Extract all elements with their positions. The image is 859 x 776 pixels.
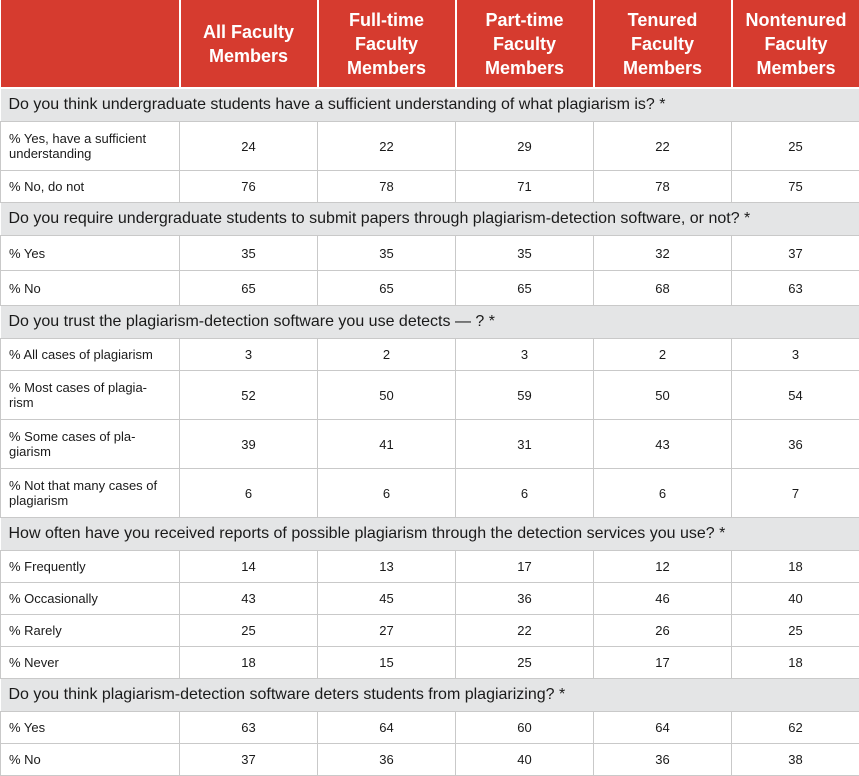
cell-value: 31 xyxy=(456,420,594,469)
cell-value: 78 xyxy=(318,171,456,203)
cell-value: 63 xyxy=(732,271,859,306)
cell-value: 6 xyxy=(180,469,318,518)
col-header-part-time: Part-time Faculty Members xyxy=(456,0,594,88)
question-row xyxy=(1,518,859,551)
cell-value: 25 xyxy=(456,647,594,679)
row-label: % No xyxy=(1,744,180,776)
cell-value: 64 xyxy=(594,712,732,744)
table-row xyxy=(1,371,859,420)
cell-value: 35 xyxy=(318,236,456,271)
cell-value: 45 xyxy=(318,583,456,615)
table-row xyxy=(1,271,859,306)
cell-value: 40 xyxy=(732,583,859,615)
cell-value: 50 xyxy=(318,371,456,420)
cell-value: 13 xyxy=(318,551,456,583)
question-row xyxy=(1,88,859,122)
cell-value: 35 xyxy=(456,236,594,271)
cell-value: 36 xyxy=(594,744,732,776)
cell-value: 26 xyxy=(594,615,732,647)
cell-value: 6 xyxy=(318,469,456,518)
cell-value: 52 xyxy=(180,371,318,420)
cell-value: 43 xyxy=(594,420,732,469)
cell-value: 15 xyxy=(318,647,456,679)
cell-value: 71 xyxy=(456,171,594,203)
table-row xyxy=(1,339,859,371)
table-row xyxy=(1,551,859,583)
cell-value: 3 xyxy=(456,339,594,371)
cell-value: 65 xyxy=(456,271,594,306)
cell-value: 35 xyxy=(180,236,318,271)
row-label: % Rarely xyxy=(1,615,180,647)
cell-value: 3 xyxy=(732,339,859,371)
cell-value: 54 xyxy=(732,371,859,420)
col-header-all-faculty: All Faculty Members xyxy=(180,0,318,88)
cell-value: 63 xyxy=(180,712,318,744)
question-text: Do you think undergraduate students have a sufficient understanding of what plagiarism is? * xyxy=(1,88,859,122)
cell-value: 59 xyxy=(456,371,594,420)
cell-value: 17 xyxy=(594,647,732,679)
cell-value: 18 xyxy=(732,551,859,583)
cell-value: 32 xyxy=(594,236,732,271)
col-header-full-time: Full-time Faculty Members xyxy=(318,0,456,88)
cell-value: 65 xyxy=(318,271,456,306)
table-row xyxy=(1,583,859,615)
cell-value: 7 xyxy=(732,469,859,518)
cell-value: 27 xyxy=(318,615,456,647)
row-label: % Yes xyxy=(1,712,180,744)
cell-value: 29 xyxy=(456,122,594,171)
row-label: % Yes, have a sufficient understanding xyxy=(1,122,180,171)
question-text: Do you think plagiarism-detection software deters students from plagiarizing? * xyxy=(1,679,859,712)
cell-value: 6 xyxy=(594,469,732,518)
cell-value: 78 xyxy=(594,171,732,203)
cell-value: 18 xyxy=(180,647,318,679)
table-row xyxy=(1,469,859,518)
cell-value: 22 xyxy=(594,122,732,171)
row-label: % Yes xyxy=(1,236,180,271)
cell-value: 76 xyxy=(180,171,318,203)
cell-value: 17 xyxy=(456,551,594,583)
row-label: % Occasionally xyxy=(1,583,180,615)
cell-value: 50 xyxy=(594,371,732,420)
cell-value: 22 xyxy=(318,122,456,171)
header-row xyxy=(1,0,859,88)
cell-value: 36 xyxy=(456,583,594,615)
row-label: % Never xyxy=(1,647,180,679)
cell-value: 37 xyxy=(180,744,318,776)
cell-value: 6 xyxy=(456,469,594,518)
col-header-nontenured: Nontenured Faculty Members xyxy=(732,0,859,88)
question-text: How often have you received reports of possible plagiarism through the detection services you use? * xyxy=(1,518,859,551)
table-row xyxy=(1,712,859,744)
cell-value: 24 xyxy=(180,122,318,171)
question-row xyxy=(1,679,859,712)
cell-value: 25 xyxy=(732,615,859,647)
cell-value: 64 xyxy=(318,712,456,744)
cell-value: 75 xyxy=(732,171,859,203)
table-row xyxy=(1,615,859,647)
table-row xyxy=(1,420,859,469)
cell-value: 39 xyxy=(180,420,318,469)
table-row xyxy=(1,744,859,776)
cell-value: 14 xyxy=(180,551,318,583)
cell-value: 25 xyxy=(180,615,318,647)
cell-value: 36 xyxy=(318,744,456,776)
cell-value: 46 xyxy=(594,583,732,615)
cell-value: 12 xyxy=(594,551,732,583)
row-label: % Some cases of pla- giarism xyxy=(1,420,180,469)
question-row xyxy=(1,203,859,236)
cell-value: 36 xyxy=(732,420,859,469)
cell-value: 18 xyxy=(732,647,859,679)
row-label: % Not that many cases of plagiarism xyxy=(1,469,180,518)
cell-value: 3 xyxy=(180,339,318,371)
col-header-tenured: Tenured Faculty Members xyxy=(594,0,732,88)
cell-value: 2 xyxy=(594,339,732,371)
table-row xyxy=(1,171,859,203)
row-label: % Frequently xyxy=(1,551,180,583)
cell-value: 25 xyxy=(732,122,859,171)
question-text: Do you require undergraduate students to submit papers through plagiarism-detection software, or not? * xyxy=(1,203,859,236)
cell-value: 2 xyxy=(318,339,456,371)
table-row xyxy=(1,122,859,171)
cell-value: 22 xyxy=(456,615,594,647)
row-label: % Most cases of plagia- rism xyxy=(1,371,180,420)
cell-value: 38 xyxy=(732,744,859,776)
cell-value: 37 xyxy=(732,236,859,271)
cell-value: 68 xyxy=(594,271,732,306)
cell-value: 65 xyxy=(180,271,318,306)
cell-value: 62 xyxy=(732,712,859,744)
cell-value: 40 xyxy=(456,744,594,776)
cell-value: 43 xyxy=(180,583,318,615)
row-label: % No, do not xyxy=(1,171,180,203)
cell-value: 60 xyxy=(456,712,594,744)
row-label: % All cases of plagiarism xyxy=(1,339,180,371)
cell-value: 41 xyxy=(318,420,456,469)
header-corner xyxy=(1,0,180,88)
table-row xyxy=(1,647,859,679)
question-text: Do you trust the plagiarism-detection software you use detects — ? * xyxy=(1,306,859,339)
table-row xyxy=(1,236,859,271)
row-label: % No xyxy=(1,271,180,306)
question-row xyxy=(1,306,859,339)
